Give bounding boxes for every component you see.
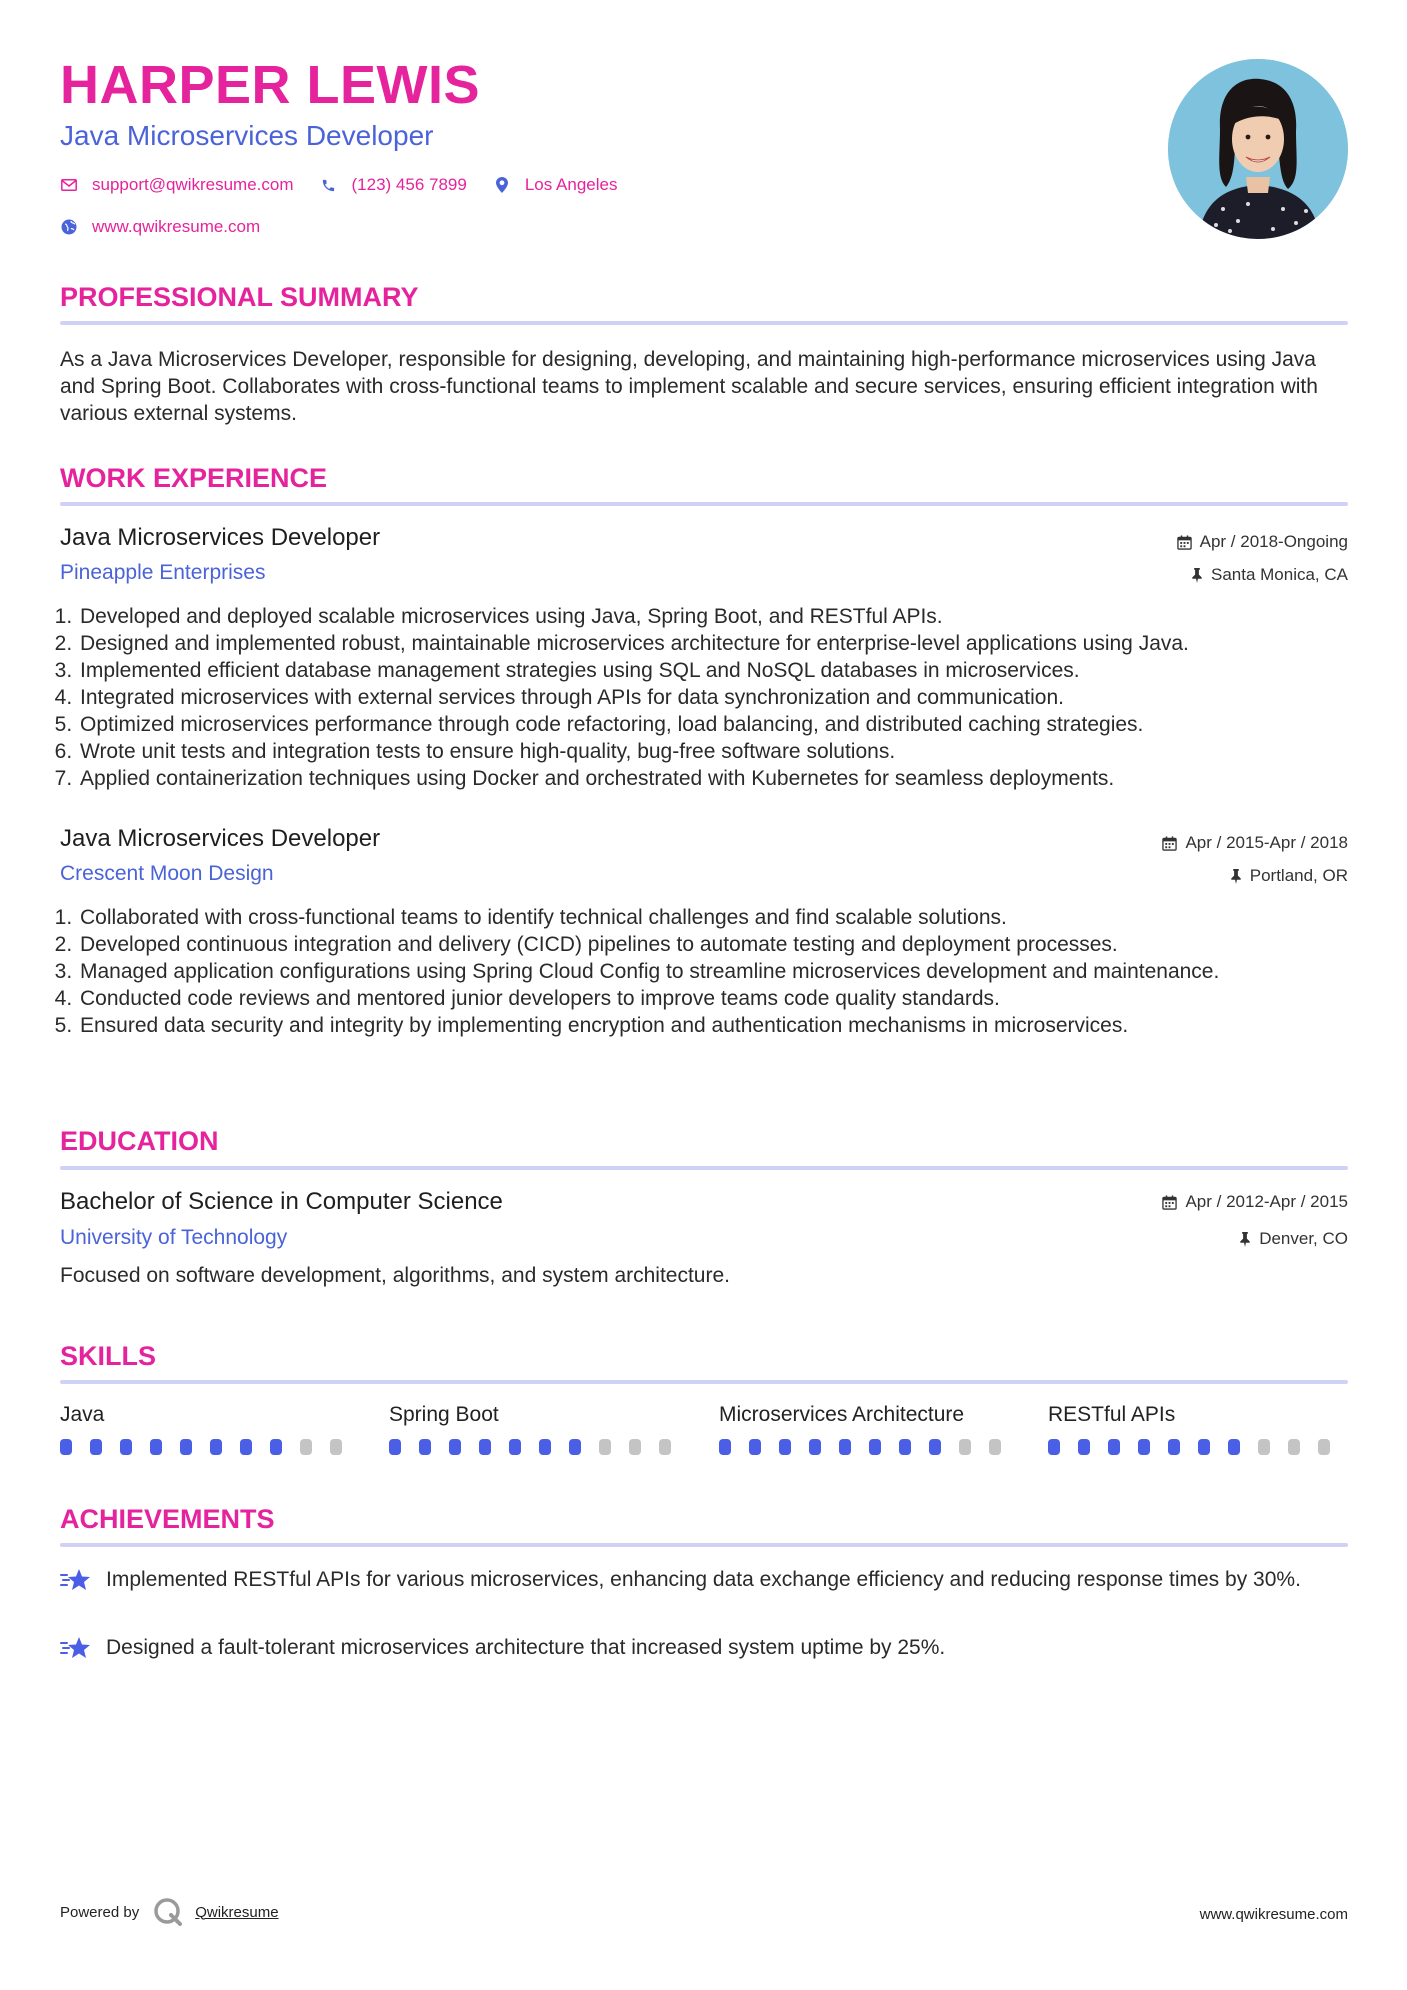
list-item: 1. Collaborated with cross-functional teams to identify technical challenges and find scalable solutions.	[78, 904, 1378, 931]
skill-item	[719, 1403, 1019, 1455]
experience-heading: WORK EXPERIENCE	[60, 463, 328, 493]
calendar-icon	[1162, 1195, 1177, 1210]
job-date	[1177, 532, 1348, 552]
skill-dot-empty	[300, 1439, 312, 1455]
star-icon	[60, 1566, 94, 1597]
skill-dot-filled	[809, 1439, 821, 1455]
skills-heading: SKILLS	[60, 1341, 157, 1371]
skill-dot-filled	[1048, 1439, 1060, 1455]
contact-row	[60, 175, 643, 195]
skill-dot-filled	[779, 1439, 791, 1455]
job-date-text: Apr / 2018-Ongoing	[1199, 532, 1348, 551]
list-item: 6. Wrote unit tests and integration tests to ensure high-quality, bug-free software solutions.	[78, 738, 1378, 765]
skill-dot-filled	[60, 1439, 72, 1455]
skill-dot-filled	[509, 1439, 521, 1455]
skill-dot-filled	[210, 1439, 222, 1455]
skill-dot-empty	[629, 1439, 641, 1455]
contact-email[interactable]	[60, 175, 294, 195]
skill-dot-filled	[719, 1439, 731, 1455]
skill-rating	[1048, 1439, 1348, 1455]
skill-dot-filled	[479, 1439, 491, 1455]
envelope-icon	[60, 176, 78, 194]
skill-dot-empty	[330, 1439, 342, 1455]
email-text: support@qwikresume.com	[92, 175, 294, 194]
skill-dot-filled	[1228, 1439, 1240, 1455]
section-divider	[60, 321, 1348, 325]
job-date-text: Apr / 2015-Apr / 2018	[1185, 833, 1348, 852]
skill-dot-filled	[929, 1439, 941, 1455]
skill-item	[1048, 1403, 1348, 1455]
job-date	[1162, 833, 1348, 853]
skill-name: Spring Boot	[389, 1403, 499, 1426]
skill-rating	[389, 1439, 689, 1455]
candidate-name: HARPER LEWIS	[60, 55, 481, 115]
qwikresume-link[interactable]: Qwikresume	[195, 1903, 279, 1921]
skill-dot-filled	[1108, 1439, 1120, 1455]
star-icon	[60, 1634, 94, 1665]
phone-text: (123) 456 7899	[351, 175, 467, 194]
skill-dot-empty	[599, 1439, 611, 1455]
skill-dot-filled	[389, 1439, 401, 1455]
education-location-text: Denver, CO	[1259, 1229, 1348, 1248]
job-title: Java Microservices Developer	[60, 825, 381, 852]
footer-powered-by	[60, 1897, 279, 1927]
skill-name: Java	[60, 1403, 105, 1426]
list-item: 7. Applied containerization techniques using Docker and orchestrated with Kubernetes for seamless deployments.	[78, 765, 1378, 792]
skill-dot-empty	[959, 1439, 971, 1455]
section-divider	[60, 502, 1348, 506]
list-item: 5. Optimized microservices performance through code refactoring, load balancing, and distributed caching strategies.	[78, 711, 1378, 738]
skill-item	[389, 1403, 689, 1455]
section-divider	[60, 1543, 1348, 1547]
skill-dot-filled	[270, 1439, 282, 1455]
list-item: 4. Conducted code reviews and mentored junior developers to improve teams code quality standards.	[78, 985, 1378, 1012]
list-item: 5. Ensured data security and integrity by implementing encryption and authentication mechanisms in microservices.	[78, 1012, 1378, 1039]
skill-name: RESTful APIs	[1048, 1403, 1176, 1426]
calendar-icon	[1162, 836, 1177, 851]
map-pin-icon	[493, 176, 511, 194]
skill-dot-filled	[869, 1439, 881, 1455]
skill-item	[60, 1403, 360, 1455]
degree-title: Bachelor of Science in Computer Science	[60, 1188, 503, 1215]
education-date-text: Apr / 2012-Apr / 2015	[1185, 1192, 1348, 1211]
qwikresume-logo-icon	[153, 1897, 183, 1927]
job-location-text: Portland, OR	[1249, 866, 1348, 885]
pushpin-icon	[1191, 568, 1203, 583]
skill-dot-filled	[569, 1439, 581, 1455]
company-name: Crescent Moon Design	[60, 862, 274, 885]
section-divider	[60, 1166, 1348, 1170]
job-title: Java Microservices Developer	[60, 524, 381, 551]
company-name: Pineapple Enterprises	[60, 561, 266, 584]
skill-dot-filled	[1168, 1439, 1180, 1455]
skill-dot-empty	[1288, 1439, 1300, 1455]
achievements-heading: ACHIEVEMENTS	[60, 1504, 275, 1534]
website-text: www.qwikresume.com	[92, 217, 261, 236]
list-item: 2. Designed and implemented robust, maintainable microservices architecture for enterprise-level applications using Java.	[78, 630, 1378, 657]
skill-dot-filled	[839, 1439, 851, 1455]
achievement-item	[60, 1634, 1350, 1665]
skill-dot-empty	[659, 1439, 671, 1455]
section-divider	[60, 1380, 1348, 1384]
skill-dot-filled	[180, 1439, 192, 1455]
contact-row-website	[60, 217, 286, 237]
summary-text: As a Java Microservices Developer, responsible for designing, developing, and maintaining high-performance microservices using Java and Spring Boot. Collaborates with cross-functional teams to implement scalable and secure services, ensuring efficient integration with various external systems.	[60, 348, 1318, 425]
list-item: 3. Managed application configurations using Spring Cloud Config to streamline microservices development and maintenance.	[78, 958, 1378, 985]
skill-dot-filled	[150, 1439, 162, 1455]
skill-dot-filled	[240, 1439, 252, 1455]
job-location	[1191, 565, 1348, 585]
list-item: 4. Integrated microservices with external services through APIs for data synchronization and communication.	[78, 684, 1378, 711]
list-item: 3. Implemented efficient database management strategies using SQL and NoSQL databases in microservices.	[78, 657, 1378, 684]
skill-dot-filled	[90, 1439, 102, 1455]
education-location	[1239, 1229, 1348, 1249]
achievement-text: Implemented RESTful APIs for various microservices, enhancing data exchange efficiency and reducing response times by 30%.	[106, 1568, 1301, 1591]
skill-dot-filled	[539, 1439, 551, 1455]
skill-rating	[60, 1439, 360, 1455]
skill-dot-filled	[1198, 1439, 1210, 1455]
pushpin-icon	[1239, 1232, 1251, 1247]
footer-website[interactable]: www.qwikresume.com	[1199, 1906, 1348, 1923]
achievement-text: Designed a fault-tolerant microservices architecture that increased system uptime by 25%.	[106, 1636, 946, 1659]
contact-location	[493, 175, 618, 195]
skill-dot-filled	[1138, 1439, 1150, 1455]
profile-photo	[1168, 59, 1348, 239]
skill-rating	[719, 1439, 1019, 1455]
job-location-text: Santa Monica, CA	[1210, 565, 1348, 584]
skill-dot-filled	[449, 1439, 461, 1455]
list-item: 2. Developed continuous integration and delivery (CICD) pipelines to automate testing and deployment processes.	[78, 931, 1378, 958]
skill-dot-filled	[1078, 1439, 1090, 1455]
skill-dot-filled	[419, 1439, 431, 1455]
candidate-role: Java Microservices Developer	[60, 120, 434, 151]
skill-dot-empty	[1258, 1439, 1270, 1455]
school-name: University of Technology	[60, 1226, 288, 1249]
education-description: Focused on software development, algorithms, and system architecture.	[60, 1264, 730, 1287]
pushpin-icon	[1230, 869, 1242, 884]
contact-phone[interactable]	[320, 175, 467, 195]
contact-website[interactable]	[60, 217, 260, 237]
phone-icon	[320, 176, 338, 194]
list-item: 1. Developed and deployed scalable microservices using Java, Spring Boot, and RESTful APIs.	[78, 603, 1378, 630]
skill-dot-filled	[899, 1439, 911, 1455]
globe-icon	[60, 218, 78, 236]
skill-dot-empty	[1318, 1439, 1330, 1455]
skill-dot-filled	[749, 1439, 761, 1455]
education-date	[1162, 1192, 1348, 1212]
job-responsibilities	[53, 603, 1378, 792]
education-heading: EDUCATION	[60, 1126, 219, 1156]
achievement-item	[60, 1566, 1350, 1597]
location-text: Los Angeles	[524, 175, 618, 194]
skill-dot-empty	[989, 1439, 1001, 1455]
job-responsibilities	[53, 904, 1378, 1039]
skill-name: Microservices Architecture	[719, 1403, 965, 1426]
powered-by-label: Powered by	[60, 1903, 140, 1921]
calendar-icon	[1177, 535, 1192, 550]
skill-dot-filled	[120, 1439, 132, 1455]
summary-heading: PROFESSIONAL SUMMARY	[60, 282, 419, 312]
job-location	[1230, 866, 1348, 886]
